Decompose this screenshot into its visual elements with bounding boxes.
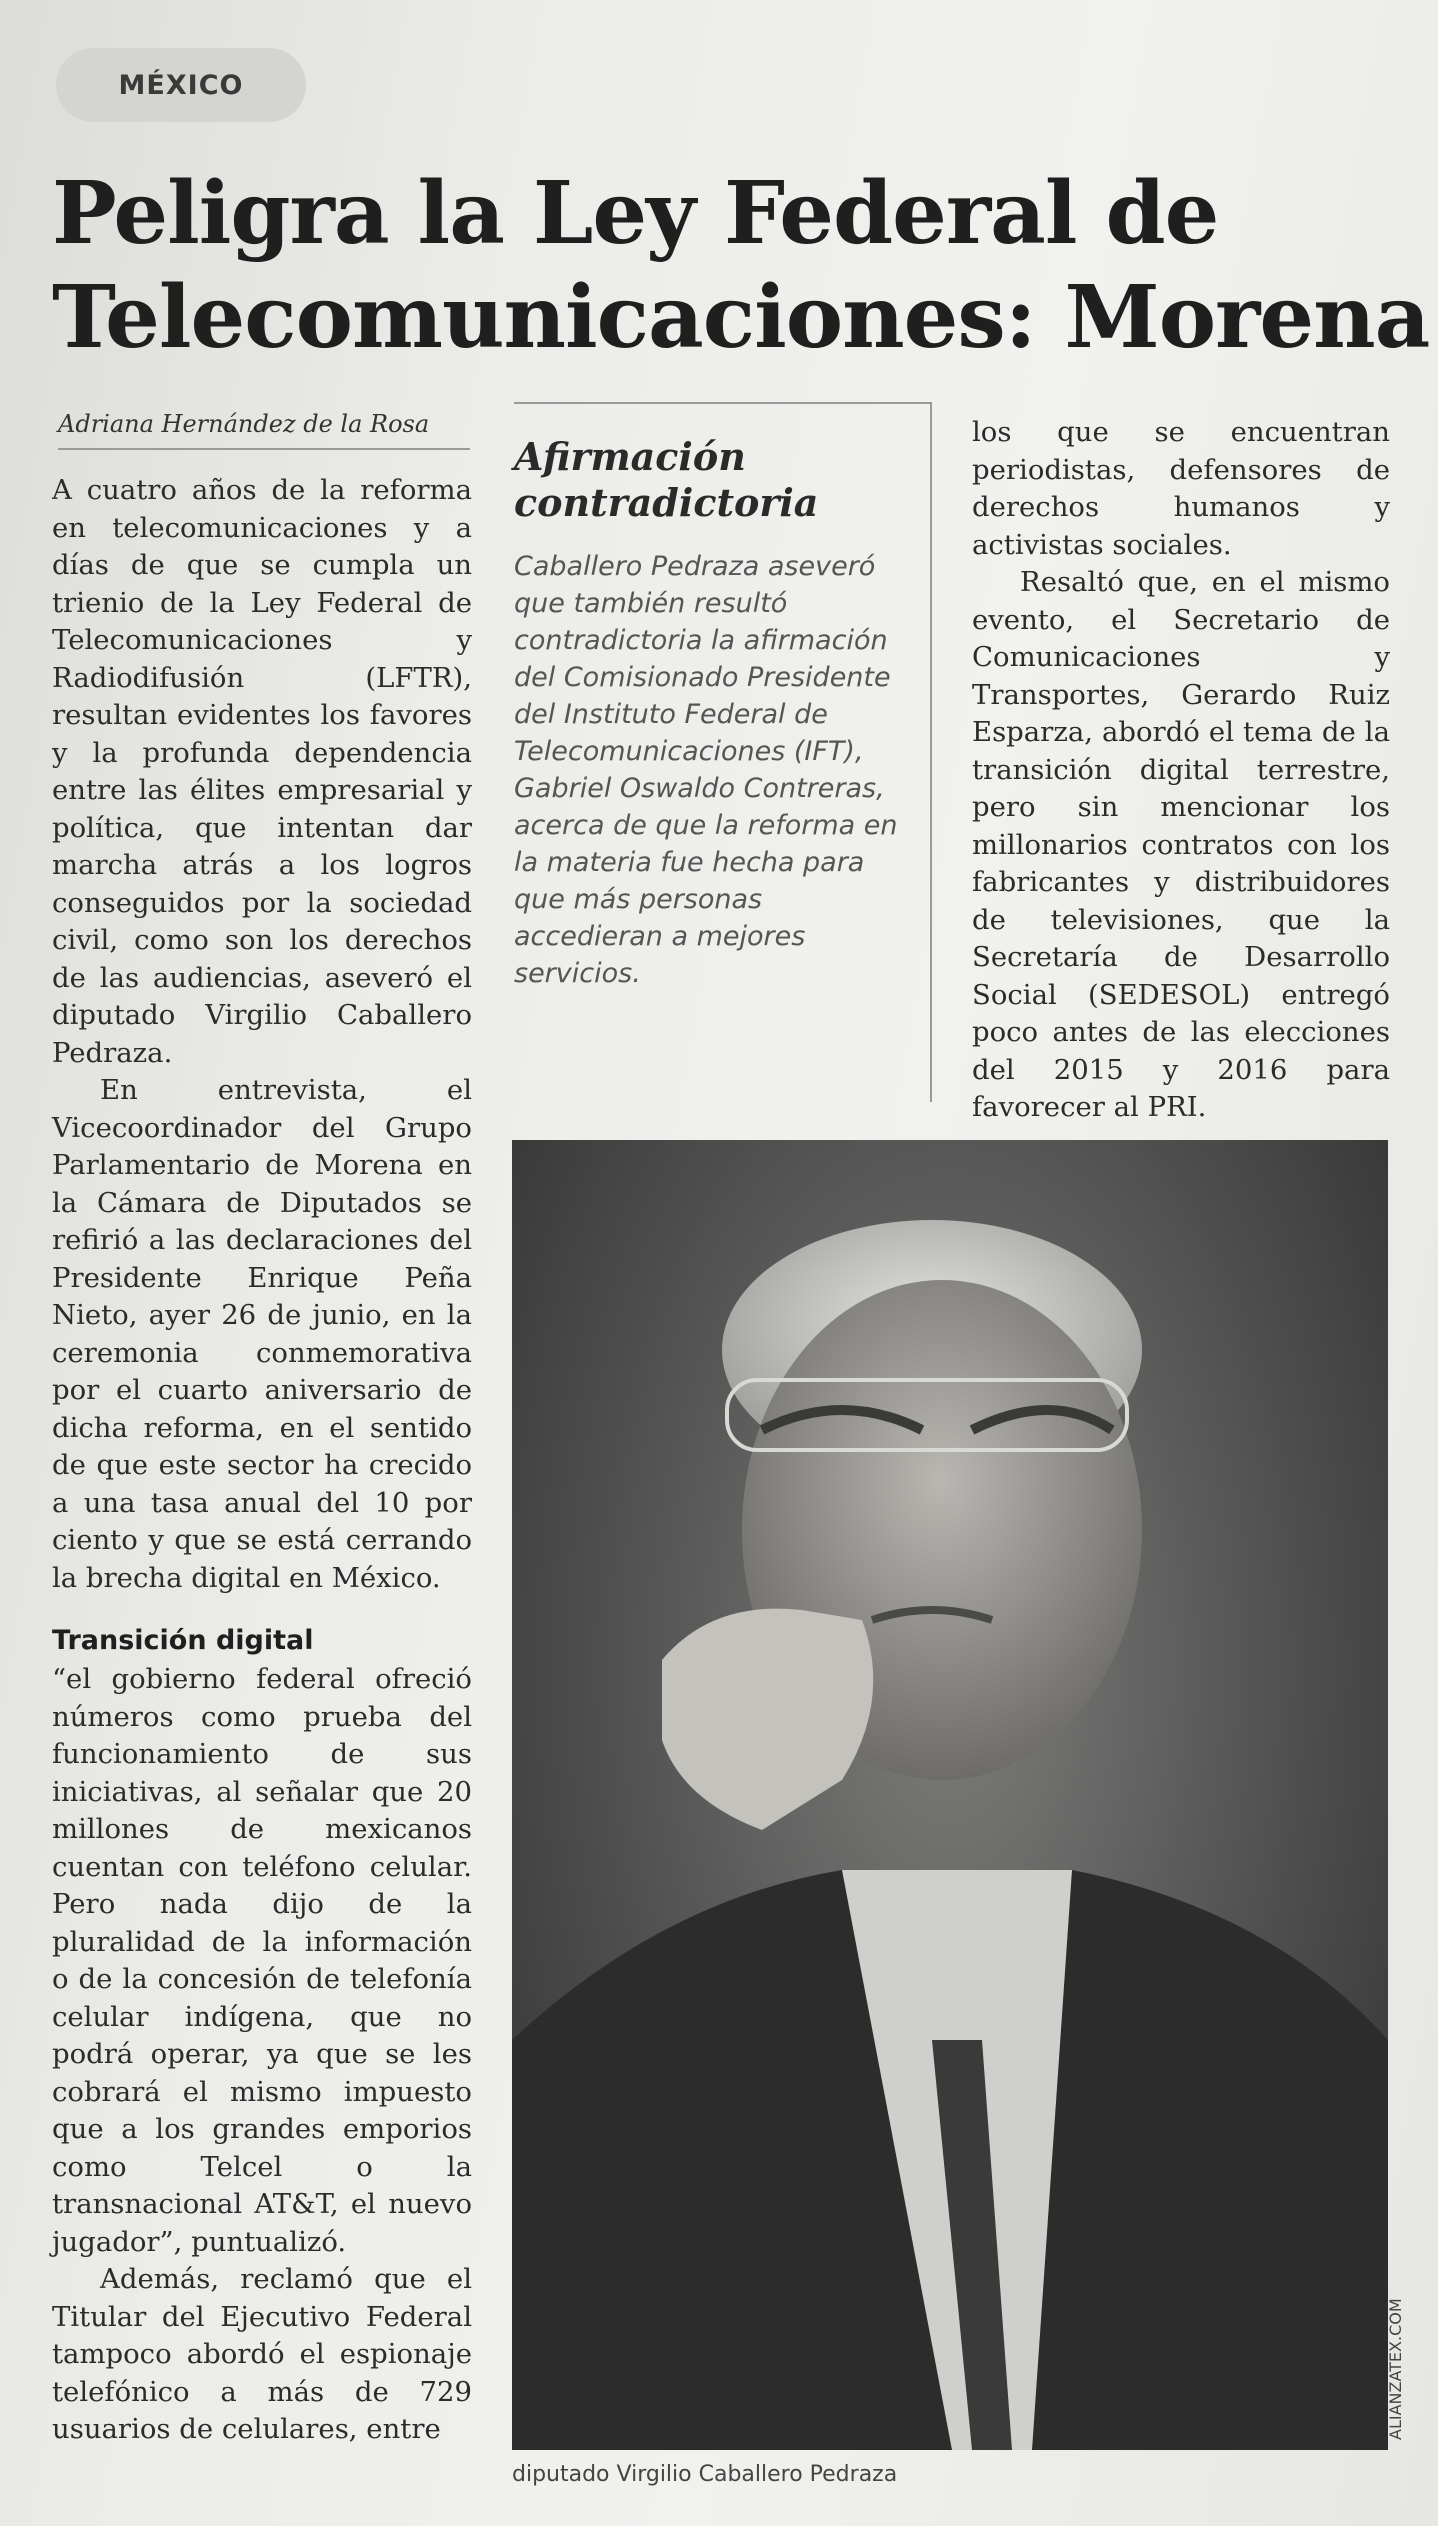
article-column-1 (52, 472, 472, 2449)
paragraph: En entrevista, el Vicecoordinador del Grupo Parlamentario de Morena en la Cámara de Diputados se refirió a las declaraciones del Presidente Enrique Peña Nieto, ayer 26 de junio, en la ceremonia conmemorativa por el cuarto aniversario de dicha reforma, en el sentido de que este sector ha crecido a una tasa anual del 10 por ciento y que se está cerrando la brecha digital en México. (52, 1074, 472, 1594)
sidebar-box (514, 402, 932, 1102)
photo-credit: ALIANZATEX.COM (1386, 2298, 1405, 2440)
portrait-photo (512, 1140, 1388, 2450)
headline (52, 162, 1430, 370)
sidebar-title: Afirmación contradictoria (514, 434, 819, 525)
section-label: MÉXICO (56, 48, 306, 122)
paragraph: Además, reclamó que el Titular del Ejecutivo Federal tampoco abordó el espionaje telefónico a más de 729 usuarios de celulares, entre (52, 2263, 472, 2445)
paragraph: “el gobierno federal ofreció números como prueba del funcionamiento de sus iniciativas, al señalar que 20 millones de mexicanos cuentan con teléfono celular. Pero nada dijo de la pluralidad de la información o de la concesión de telefonía celular indígena, que no podrá operar, ya que se les cobrará el mismo impuesto que a los grandes emporios como Telcel o la transnacional AT&T, el nuevo jugador”, puntualizó. (52, 1663, 472, 2258)
paragraph: A cuatro años de la reforma en telecomunicaciones y a días de que se cumpla un trienio de la Ley Federal de Telecomunicaciones y Radiodifusión (LFTR), resultan evidentes los favores y la profunda dependencia entre las élites empresarial y política, que intentan dar marcha atrás a los logros conseguidos por la sociedad civil, como son los derechos de las audiencias, aseveró el diputado Virgilio Caballero Pedraza. (52, 474, 472, 1069)
article-column-3 (972, 414, 1390, 1127)
sidebar-text: Caballero Pedraza aseveró que también resultó contradictoria la afirmación del Comisionado Presidente del Instituto Federal de Telecomunicaciones (IFT), Gabriel Oswaldo Contreras, acerca de que la reforma en la materia fue hecha para que más personas accedieran a mejores servicios. (514, 551, 898, 989)
byline: Adriana Hernández de la Rosa (58, 410, 470, 450)
photo-caption: diputado Virgilio Caballero Pedraza (512, 2462, 898, 2487)
headline-line-2: Telecomunicaciones: Morena (52, 267, 1430, 368)
paragraph: Resaltó que, en el mismo evento, el Secretario de Comunicaciones y Transportes, Gerardo Ruiz Esparza, abordó el tema de la transición digital terrestre, pero sin mencionar los millonarios contratos con los fabricantes y distribuidores de televisiones, que la Secretaría de Desarrollo Social (SEDESOL) entregó poco antes de las elecciones del 2015 y 2016 para favorecer al PRI. (972, 566, 1390, 1123)
portrait-illustration (512, 1140, 1388, 2450)
headline-line-1: Peligra la Ley Federal de (52, 163, 1219, 264)
subheading: Transición digital (52, 1625, 314, 1656)
paragraph: los que se encuentran periodistas, defensores de derechos humanos y activistas sociales. (972, 416, 1390, 561)
